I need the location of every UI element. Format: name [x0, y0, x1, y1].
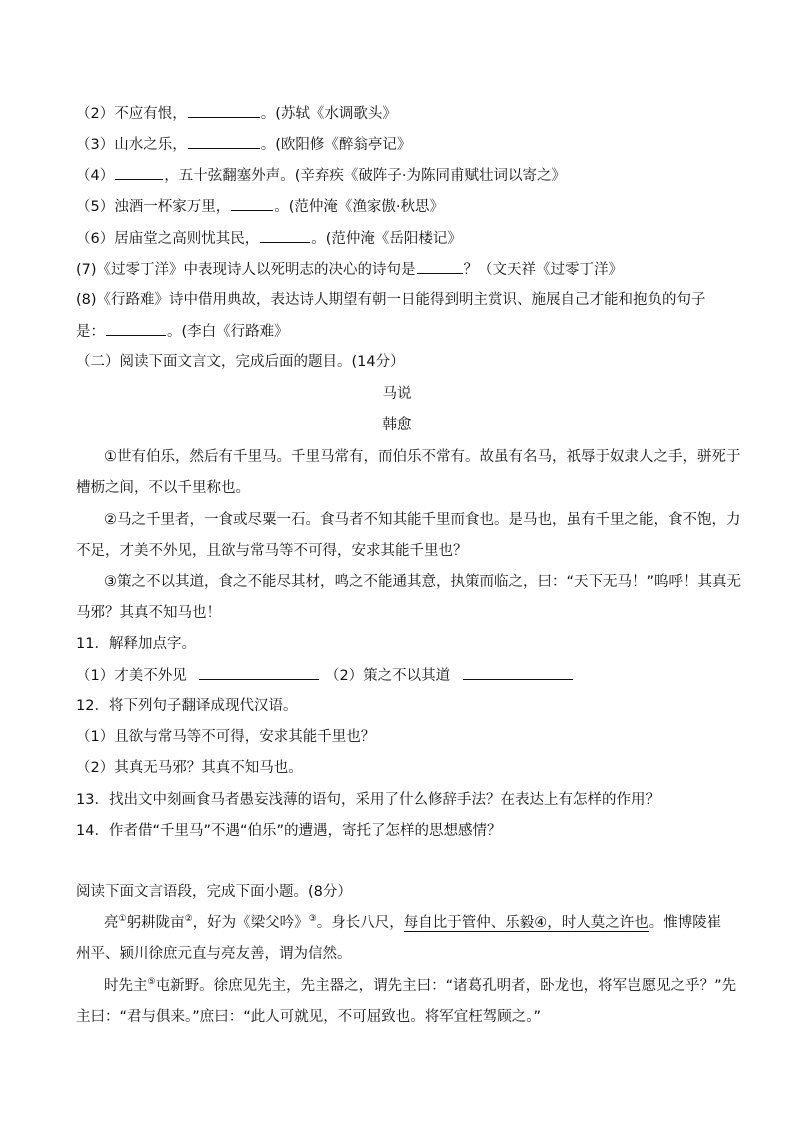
question-14: 14．作者借“千里马”不遇“伯乐”的遭遇，寄托了怎样的思想感情？	[76, 823, 502, 839]
answer-blank[interactable]	[199, 665, 319, 680]
recitation-item-4	[76, 165, 566, 186]
paragraph-2-line-1: ②马之千里者，一食或尽粟一石。食马者不知其能千里而食也。是马也，虽有千里之能，食不饱，力	[104, 512, 741, 528]
item-text: （6）居庙堂之高则忧其民，	[76, 231, 260, 247]
item-text: （4）	[76, 168, 115, 184]
section-3-heading: 阅读下面文言语段，完成下面小题。(8分）	[76, 884, 352, 900]
question-13: 13．找出文中刻画食马者愚妄浅薄的语句，采用了什么修辞手法？在表达上有怎样的作用？	[76, 792, 660, 808]
answer-blank[interactable]	[260, 228, 310, 243]
paragraph-1-line-2: 槽枥之间，不以千里称也。	[76, 480, 250, 496]
paragraph-1-line-1: ①世有伯乐，然后有千里马。千里马常有，而伯乐不常有。故虽有名马，祇辱于奴隶人之手，骈死于	[104, 449, 741, 465]
answer-blank[interactable]	[188, 103, 260, 118]
answer-blank[interactable]	[188, 134, 260, 149]
question-11-subitems	[76, 665, 574, 686]
passage-author: 韩愈	[382, 417, 412, 433]
recitation-item-2	[76, 103, 397, 124]
item-source: 。(苏轼《水调歌头》	[260, 106, 397, 122]
text-span: 亮	[104, 915, 119, 931]
question-11-sub-1: （1）才美不外见	[76, 668, 187, 684]
text-span: 时先主	[104, 978, 148, 994]
answer-blank[interactable]	[417, 259, 463, 274]
footnote-marker: ③	[308, 914, 317, 925]
item-source: 。(范仲淹《渔家傲·秋思》	[274, 199, 444, 215]
recitation-item-6	[76, 228, 462, 249]
paragraph-2-line-2: 不足，才美不外见，且欲与常马等不可得，安求其能千里也？	[76, 543, 468, 559]
text-span: 。惟博陵崔	[648, 915, 722, 931]
item-source: ？（文天祥《过零丁洋》	[463, 262, 624, 278]
answer-blank[interactable]	[106, 321, 166, 336]
recitation-item-5	[76, 196, 444, 217]
question-12-sub-2: （2）其真无马邪？其真不知马也。	[76, 760, 303, 776]
question-11-sub-2: （2）策之不以其道	[324, 668, 451, 684]
item-text: （5）浊酒一杯家万里，	[76, 199, 231, 215]
item-source: 。(李白《行路难》	[167, 324, 289, 340]
item-text: （3）山水之乐，	[76, 137, 187, 153]
item-text: （2）不应有恨，	[76, 106, 187, 122]
passage-title: 马说	[382, 386, 412, 402]
item-text: 是：	[76, 324, 105, 340]
text-span: ，好为《梁父吟》	[192, 915, 309, 931]
question-12: 12．将下列句子翻译成现代汉语。	[76, 698, 298, 714]
text-span: 躬耕陇亩	[126, 915, 185, 931]
footnote-marker: ②	[184, 914, 193, 925]
recitation-item-7	[76, 259, 623, 280]
footnote-marker: ①	[118, 914, 127, 925]
recitation-item-8-line-2	[76, 321, 289, 342]
section-3-paragraph-1-line-2: 州平、颍川徐庶元直与亮友善，谓为信然。	[76, 946, 352, 962]
answer-blank[interactable]	[115, 165, 163, 180]
text-span: 屯新野。徐庶见先主，先主器之，谓先主曰：“诸葛孔明者，卧龙也，将军岂愿见之乎？”先	[155, 978, 737, 994]
section-3-paragraph-2-line-2: 主曰：“君与俱来。”庶曰：“此人可就见，不可屈致也。将军宜枉驾顾之。”	[76, 1009, 542, 1025]
item-source: ，五十弦翻塞外声。(辛弃疾《破阵子·为陈同甫赋壮词以寄之》	[164, 168, 566, 184]
section-3-paragraph-2-line-1	[104, 976, 736, 996]
underlined-sentence: 每自比于管仲、乐毅④，时人莫之许也	[403, 915, 649, 931]
footnote-marker: ⑤	[147, 977, 156, 988]
section-2-heading: （二）阅读下面文言文，完成后面的题目。(14分）	[76, 354, 405, 370]
section-3-paragraph-1-line-1	[104, 913, 721, 933]
answer-blank[interactable]	[463, 665, 573, 680]
item-source: 。(欧阳修《醉翁亭记》	[260, 137, 412, 153]
recitation-item-8-line-1: (8)《行路难》诗中借用典故，表达诗人期望有朝一日能得到明主赏识、施展自己才能和抱负的句子	[76, 292, 706, 308]
item-text: (7)《过零丁洋》中表现诗人以死明志的决心的诗句是	[76, 262, 416, 278]
paragraph-3-line-2: 马邪？其真不知马也！	[76, 605, 221, 621]
text-span: 。身长八尺，	[316, 915, 404, 931]
answer-blank[interactable]	[231, 196, 273, 211]
question-12-sub-1: （1）且欲与常马等不可得，安求其能千里也？	[76, 729, 376, 745]
question-11: 11．解释加点字。	[76, 636, 196, 652]
item-source: 。(范仲淹《岳阳楼记》	[311, 231, 462, 247]
paragraph-3-line-1: ③策之不以其道，食之不能尽其材，鸣之不能通其意，执策而临之，曰：“天下无马！”呜呼！其真无	[104, 574, 742, 590]
recitation-item-3	[76, 134, 411, 155]
